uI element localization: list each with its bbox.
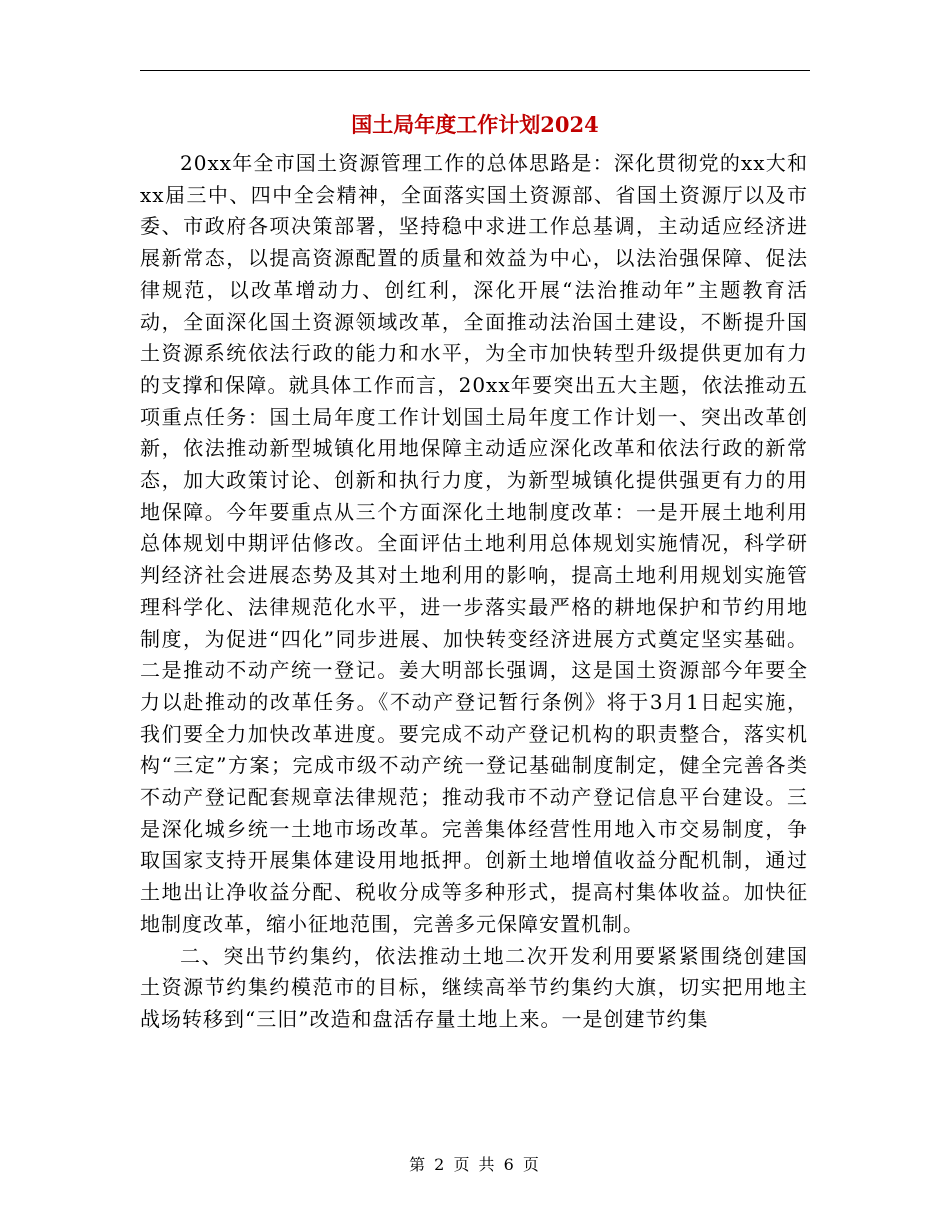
document-title: 国土局年度工作计划2024	[351, 112, 599, 137]
paragraph-2: 二、突出节约集约，依法推动土地二次开发利用要紧紧围绕创建国土资源节约集约模范市的目标，继续高举节约集约大旗，切实把用地主战场转移到“三旧”改造和盘活存量土地上来。一是创建节约集	[140, 943, 808, 1031]
header-rule	[140, 70, 810, 71]
paragraph-1: 20xx年全市国土资源管理工作的总体思路是：深化贯彻党的xx大和xx届三中、四中全会精神，全面落实国土资源部、省国土资源厅以及市委、市政府各项决策部署，坚持稳中求进工作总基调，主动适应经济进展新常态，以提高资源配置的质量和效益为中心，以法治强保障、促法律规范，以改革增动力、创红利，深化开展“法治推动年”主题教育活动，全面深化国土资源领域改革，全面推动法治国土建设，不断提升国土资源系统依法行政的能力和水平，为全市加快转型升级提供更加有力的支撑和保障。就具体工作而言，20xx年要突出五大主题，依法推动五项重点任务：国土局年度工作计划国土局年度工作计划一、突出改革创新，依法推动新型城镇化用地保障主动适应深化改革和依法行政的新常态，加大政策讨论、创新和执行力度，为新型城镇化提供强更有力的用地保障。今年要重点从三个方面深化土地制度改革：一是开展土地利用总体规划中期评估修改。全面评估土地利用总体规划实施情况，科学研判经济社会进展态势及其对土地利用的影响，提高土地利用规划实施管理科学化、法律规范化水平，进一步落实最严格的耕地保护和节约用地制度，为促进“四化”同步进展、加快转变经济进展方式奠定坚实基础。二是推动不动产统一登记。姜大明部长强调，这是国土资源部今年要全力以赴推动的改革任务。《不动产登记暂行条例》将于3月1日起实施，我们要全力加快改革进度。要完成不动产登记机构的职责整合，落实机构“三定”方案；完成市级不动产统一登记基础制度制定，健全完善各类不动产登记配套规章法律规范；推动我市不动产登记信息平台建设。三是深化城乡统一土地市场改革。完善集体经营性用地入市交易制度，争取国家支持开展集体建设用地抵押。创新土地增值收益分配机制，通过土地出让净收益分配、税收分成等多种形式，提高村集体收益。加快征地制度改革，缩小征地范围，完善多元保障安置机制。	[140, 151, 808, 936]
page-number: 第 2 页 共 6 页	[409, 1155, 541, 1174]
document-body	[140, 148, 808, 1036]
